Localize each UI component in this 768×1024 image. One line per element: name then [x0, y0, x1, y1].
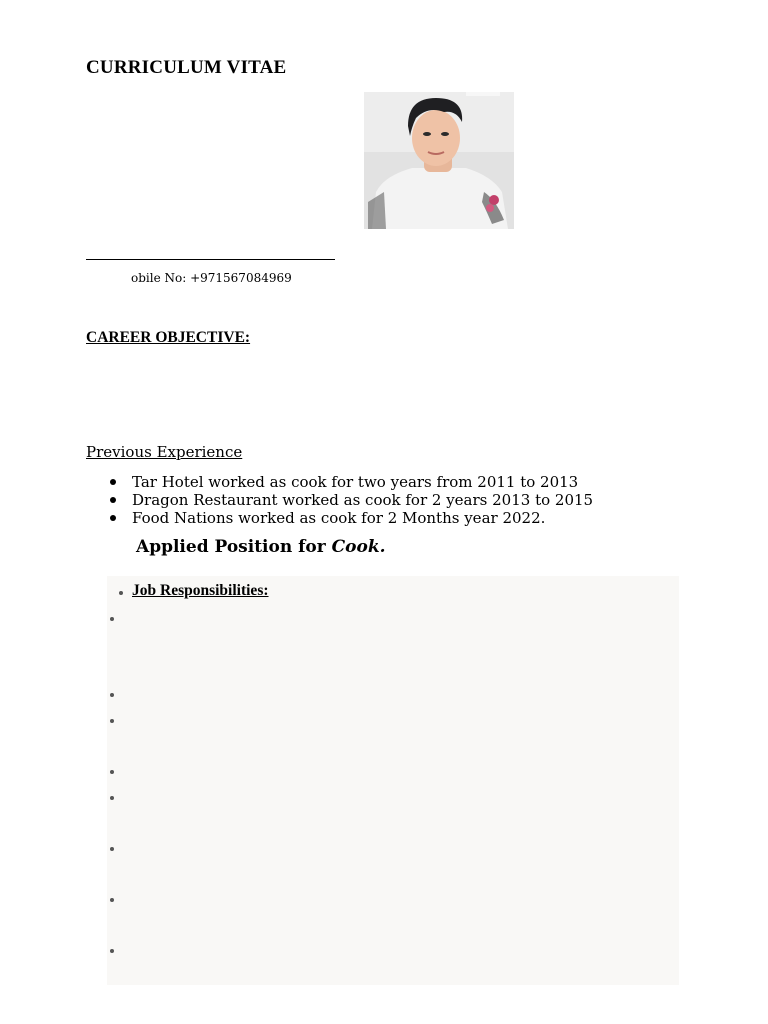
- applied-position: [136, 537, 386, 557]
- responsibilities-section: [107, 576, 679, 985]
- mobile-number: obile No: +971567084969: [131, 271, 292, 285]
- bullet-icon: [110, 617, 114, 621]
- bullet-icon: [110, 693, 114, 697]
- list-item: [110, 491, 593, 509]
- experience-text: Food Nations worked as cook for 2 Months year 2022.: [132, 509, 546, 527]
- bullet-icon: [110, 949, 114, 953]
- career-objective-heading: CAREER OBJECTIVE:: [86, 329, 251, 346]
- previous-experience-heading: Previous Experience: [86, 443, 243, 461]
- bullet-icon: [110, 898, 114, 902]
- document-title: CURRICULUM VITAE: [86, 57, 287, 78]
- applied-position-label: Applied Position for: [136, 537, 332, 557]
- bullet-icon: [110, 479, 116, 485]
- portrait-photo: [364, 92, 514, 229]
- bullet-icon: [110, 497, 116, 503]
- list-item: [110, 509, 593, 527]
- applied-position-role: Cook.: [331, 537, 386, 557]
- portrait-icon: [364, 92, 514, 229]
- experience-text: Dragon Restaurant worked as cook for 2 years 2013 to 2015: [132, 491, 594, 509]
- bullet-icon: [119, 591, 123, 595]
- bullet-icon: [110, 796, 114, 800]
- job-responsibilities-heading: Job Responsibilities:: [132, 582, 269, 599]
- bullet-icon: [110, 770, 114, 774]
- list-item: [110, 473, 593, 491]
- name-underline: [86, 259, 335, 260]
- bullet-icon: [110, 847, 114, 851]
- bullet-icon: [110, 719, 114, 723]
- experience-list: [110, 473, 593, 527]
- bullet-icon: [110, 515, 116, 521]
- experience-text: Tar Hotel worked as cook for two years from 2011 to 2013: [132, 473, 579, 491]
